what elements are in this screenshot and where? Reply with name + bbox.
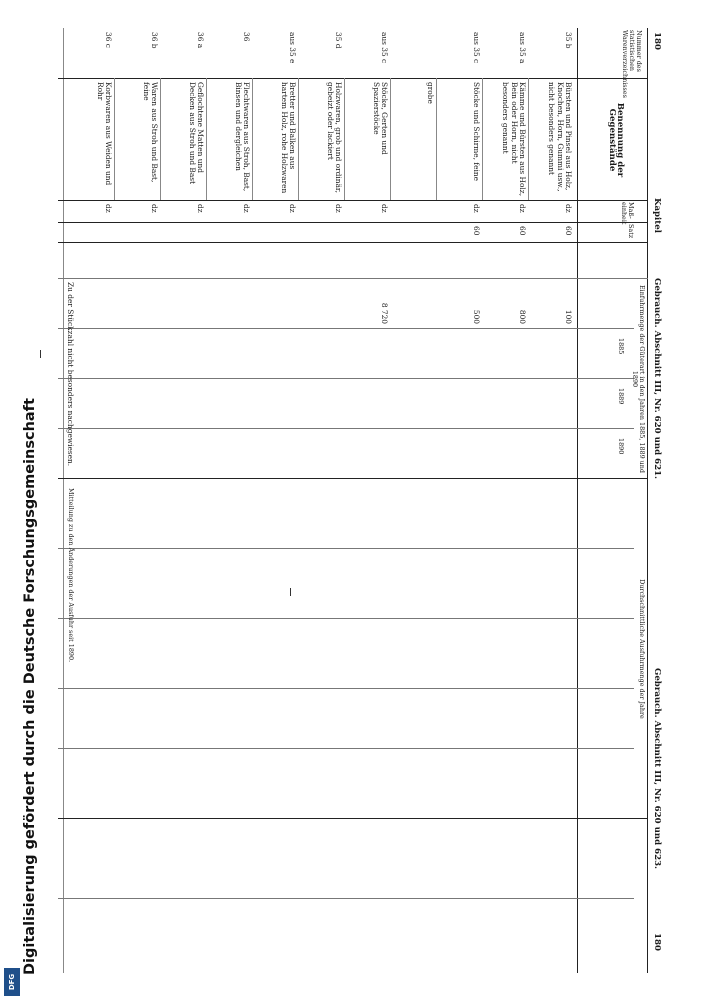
row-separator (206, 78, 207, 200)
row-benennung: Kämme und Bürsten aus Holz, Bein oder Horn, nicht besonders genannt (501, 82, 527, 197)
row-einheit: dz (334, 204, 343, 213)
col-header-nr: Nummer des statistischen Warenverzeichnisses (621, 30, 643, 98)
col-rule (58, 78, 648, 79)
header-rule-top (647, 28, 648, 973)
row-nr: aus 35 c (472, 32, 481, 64)
row-separator (344, 78, 345, 200)
row-separator (436, 78, 437, 200)
col-rule (58, 428, 634, 429)
row-separator (482, 78, 483, 200)
statistical-table (52, 28, 664, 973)
row-nr: 36 c (104, 32, 113, 48)
header-rule-bottom (577, 28, 578, 973)
row-einheit: dz (564, 204, 573, 213)
col-rule (58, 378, 634, 379)
col-rule (58, 548, 634, 549)
row-nr: aus 35 e (288, 32, 297, 64)
scan-mark (290, 588, 291, 596)
col-rule (58, 278, 648, 279)
dfg-footer-text: Digitalisierung gefördert durch die Deutsche Forschungsgemeinschaft (22, 398, 38, 975)
row-separator (114, 78, 115, 200)
col-header-einheit: Maß- einheit (620, 202, 635, 225)
row-nr: aus 35 a (518, 32, 527, 64)
row-nr: 36 (242, 32, 251, 42)
col-rule (58, 618, 634, 619)
row-separator (252, 78, 253, 200)
row-benennung: Bretter und Balken aus hartem Holz, rohe Holzwaren (279, 82, 297, 194)
col-subheader-year: 1890 (617, 438, 625, 455)
row-separator (390, 78, 391, 200)
page-ref: 180 (652, 933, 662, 951)
row-nr: 36 b (150, 32, 159, 49)
row-separator (298, 78, 299, 200)
row-benennung: Geflochtene Matten und Decken aus Stroh und Bast (187, 82, 205, 185)
col-rule (58, 898, 634, 899)
col-rule (58, 818, 648, 819)
rotated-table-region (52, 28, 664, 973)
row-benennung: Flechtwaren aus Stroh, Bast, Binsen und dergleichen (233, 82, 251, 192)
row-einheit: dz (472, 204, 481, 213)
col-header-satz: Satz (627, 224, 635, 239)
row-benennung: Stöcke, Gerten und Spazierstöcke (371, 82, 389, 155)
row-einheit: dz (380, 204, 389, 213)
page-number-top: 180 (652, 32, 662, 50)
row-benennung: Bürsten und Pinsel aus Holz, Knochen, Horn, Gummi usw., nicht besonders genannt (547, 82, 573, 192)
row-einheit: dz (104, 204, 113, 213)
row-separator (528, 78, 529, 200)
col-rule (58, 200, 648, 201)
col-header-benennung: Benennung der Gegenstände (606, 102, 625, 178)
row-satz: 60 (472, 226, 481, 236)
row-satz: 60 (518, 226, 527, 236)
col-rule (58, 242, 648, 243)
row-value: 100 (564, 309, 573, 324)
col-rule (58, 688, 634, 689)
row-value: 800 (518, 309, 527, 324)
header-title: Gebrauch. Abschnitt III, Nr. 620 und 621. (652, 278, 662, 480)
col-rule (58, 222, 648, 223)
row-benennung: Stöcke und Schirme, feine (472, 82, 481, 181)
col-subheader-year: 1889 (617, 388, 625, 405)
row-nr: 35 d (334, 32, 343, 49)
row-separator (160, 78, 161, 200)
col-rule (58, 328, 634, 329)
col-rule (58, 478, 648, 479)
dfg-logo-label: DFG (8, 973, 16, 991)
side-note: Mitteilung zu den Änderungen der Ausfuhr seit 1890. (67, 488, 75, 663)
row-nr: 36 a (196, 32, 205, 49)
row-einheit: dz (242, 204, 251, 213)
row-benennung: Waren aus Stroh und Bast, feine (141, 82, 159, 183)
row-einheit: dz (150, 204, 159, 213)
row-nr: aus 35 c (380, 32, 389, 64)
header-left: Kapitel (652, 198, 662, 234)
row-benennung: Korbwaren aus Weiden und Rohr (95, 82, 113, 186)
col-header-einfuhr: Einfuhrmenge der Güterart in den Jahren 1885, 1889 und 1890 (631, 284, 646, 473)
row-value: 8 720 (380, 302, 389, 324)
row-einheit: dz (288, 204, 297, 213)
row-value: 500 (472, 309, 481, 324)
col-subheader-year: 1885 (617, 338, 625, 355)
row-einheit: dz (196, 204, 205, 213)
scan-mark (40, 350, 41, 358)
col-rule (58, 748, 634, 749)
dfg-logo (4, 968, 20, 996)
row-nr: 35 b (564, 32, 573, 49)
header-title-right: Gebrauch. Abschnitt III, Nr. 620 und 623. (652, 668, 662, 870)
table-bottom-rule (63, 28, 64, 973)
col-header-ausfuhr: Durchschnittliche Ausfuhrmenge der Jahre (638, 579, 646, 719)
row-benennung: Holzwaren, grob und ordinär, gebeizt oder lackiert (325, 82, 343, 193)
row-satz: 60 (564, 226, 573, 236)
row-einheit: dz (518, 204, 527, 213)
row-benennung: grobe (426, 82, 435, 104)
bottom-note: Zu der Stückzahl nicht besonders nachgewiesen. (66, 282, 75, 467)
